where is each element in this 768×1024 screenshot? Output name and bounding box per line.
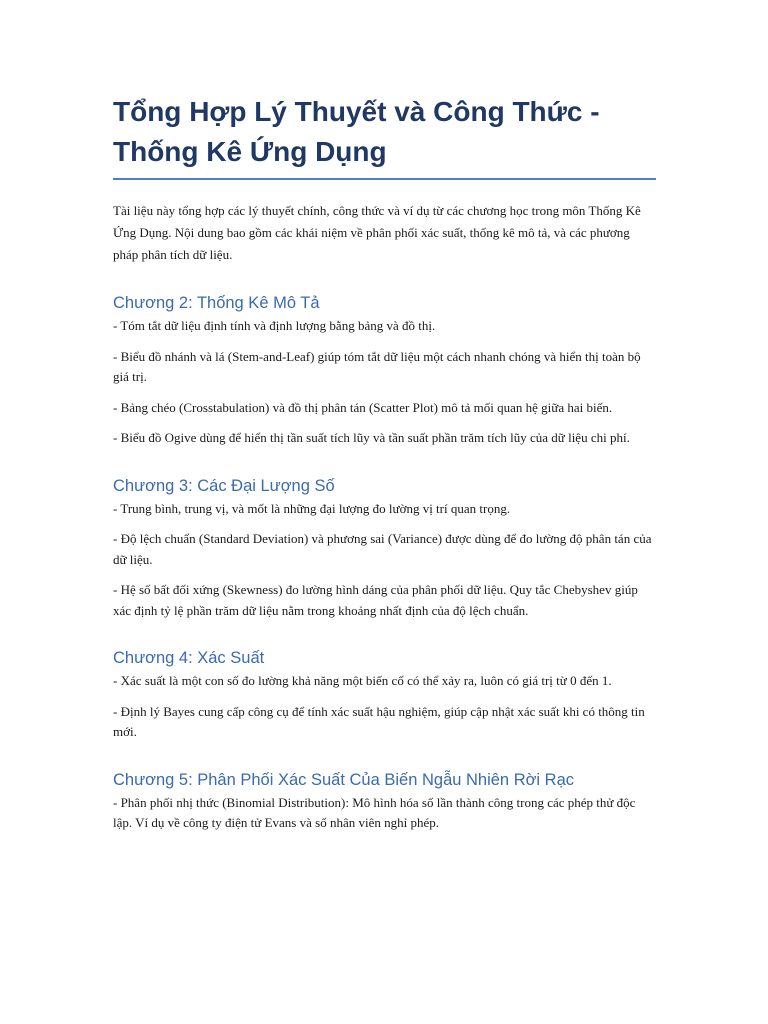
section-paragraph: - Biểu đồ Ogive dùng để hiển thị tần suất tích lũy và tần suất phần trăm tích lũy của dữ liệu chi phí.: [113, 430, 630, 445]
section-chuong-3: [113, 475, 656, 622]
document-page: [113, 92, 656, 844]
section-paragraph: - Xác suất là một con số đo lường khả năng một biến cố có thể xảy ra, luôn có giá trị từ 0 đến 1.: [113, 673, 612, 688]
section-heading: Chương 4: Xác Suất: [113, 649, 265, 667]
section-paragraph: - Hệ số bất đối xứng (Skewness) đo lường hình dáng của phân phối dữ liệu. Quy tắc Chebyshev giúp xác định tỷ lệ phần trăm dữ liệu nằm trong khoảng nhất định của độ lệch chuẩn.: [113, 582, 638, 618]
section-paragraph: - Tóm tắt dữ liệu định tính và định lượng bằng bảng và đồ thị.: [113, 318, 436, 333]
section-paragraph: - Trung bình, trung vị, và mốt là những đại lượng đo lường vị trí quan trọng.: [113, 500, 511, 516]
section-heading: Chương 2: Thống Kê Mô Tả: [113, 294, 320, 312]
section-paragraph: - Định lý Bayes cung cấp công cụ để tính xác suất hậu nghiệm, giúp cập nhật xác suất khi có thông tin mới.: [113, 703, 645, 739]
section-chuong-4: [113, 647, 656, 743]
section-paragraph: - Bảng chéo (Crosstabulation) và đồ thị phân tán (Scatter Plot) mô tả mối quan hệ giữa hai biến.: [113, 399, 613, 415]
section-chuong-2: [113, 292, 656, 449]
section-paragraph: - Biểu đồ nhánh và lá (Stem-and-Leaf) giúp tóm tắt dữ liệu một cách nhanh chóng và hiển thị toàn bộ giá trị.: [113, 348, 641, 384]
section-heading: Chương 3: Các Đại Lượng Số: [113, 476, 335, 495]
section-paragraph: - Độ lệch chuẩn (Standard Deviation) và phương sai (Variance) được dùng để đo lường độ phân tán của dữ liệu.: [113, 531, 652, 567]
section-chuong-5: [113, 769, 656, 834]
section-paragraph: - Phân phối nhị thức (Binomial Distribution): Mô hình hóa số lần thành công trong các phép thử độc lập. Ví dụ về công ty điện tử Evans và số nhân viên nghỉ phép.: [113, 794, 636, 830]
section-heading: Chương 5: Phân Phối Xác Suất Của Biến Ngẫu Nhiên Rời Rạc: [113, 770, 575, 789]
intro-paragraph: Tài liệu này tổng hợp các lý thuyết chính, công thức và ví dụ từ các chương học trong môn Thống Kê Ứng Dụng. Nội dung bao gồm các khái niệm về phân phối xác suất, thống kê mô tả, và các phương pháp phân tích dữ liệu.: [113, 203, 641, 262]
document-title: Tổng Hợp Lý Thuyết và Công Thức - Thống Kê Ứng Dụng: [113, 92, 656, 180]
